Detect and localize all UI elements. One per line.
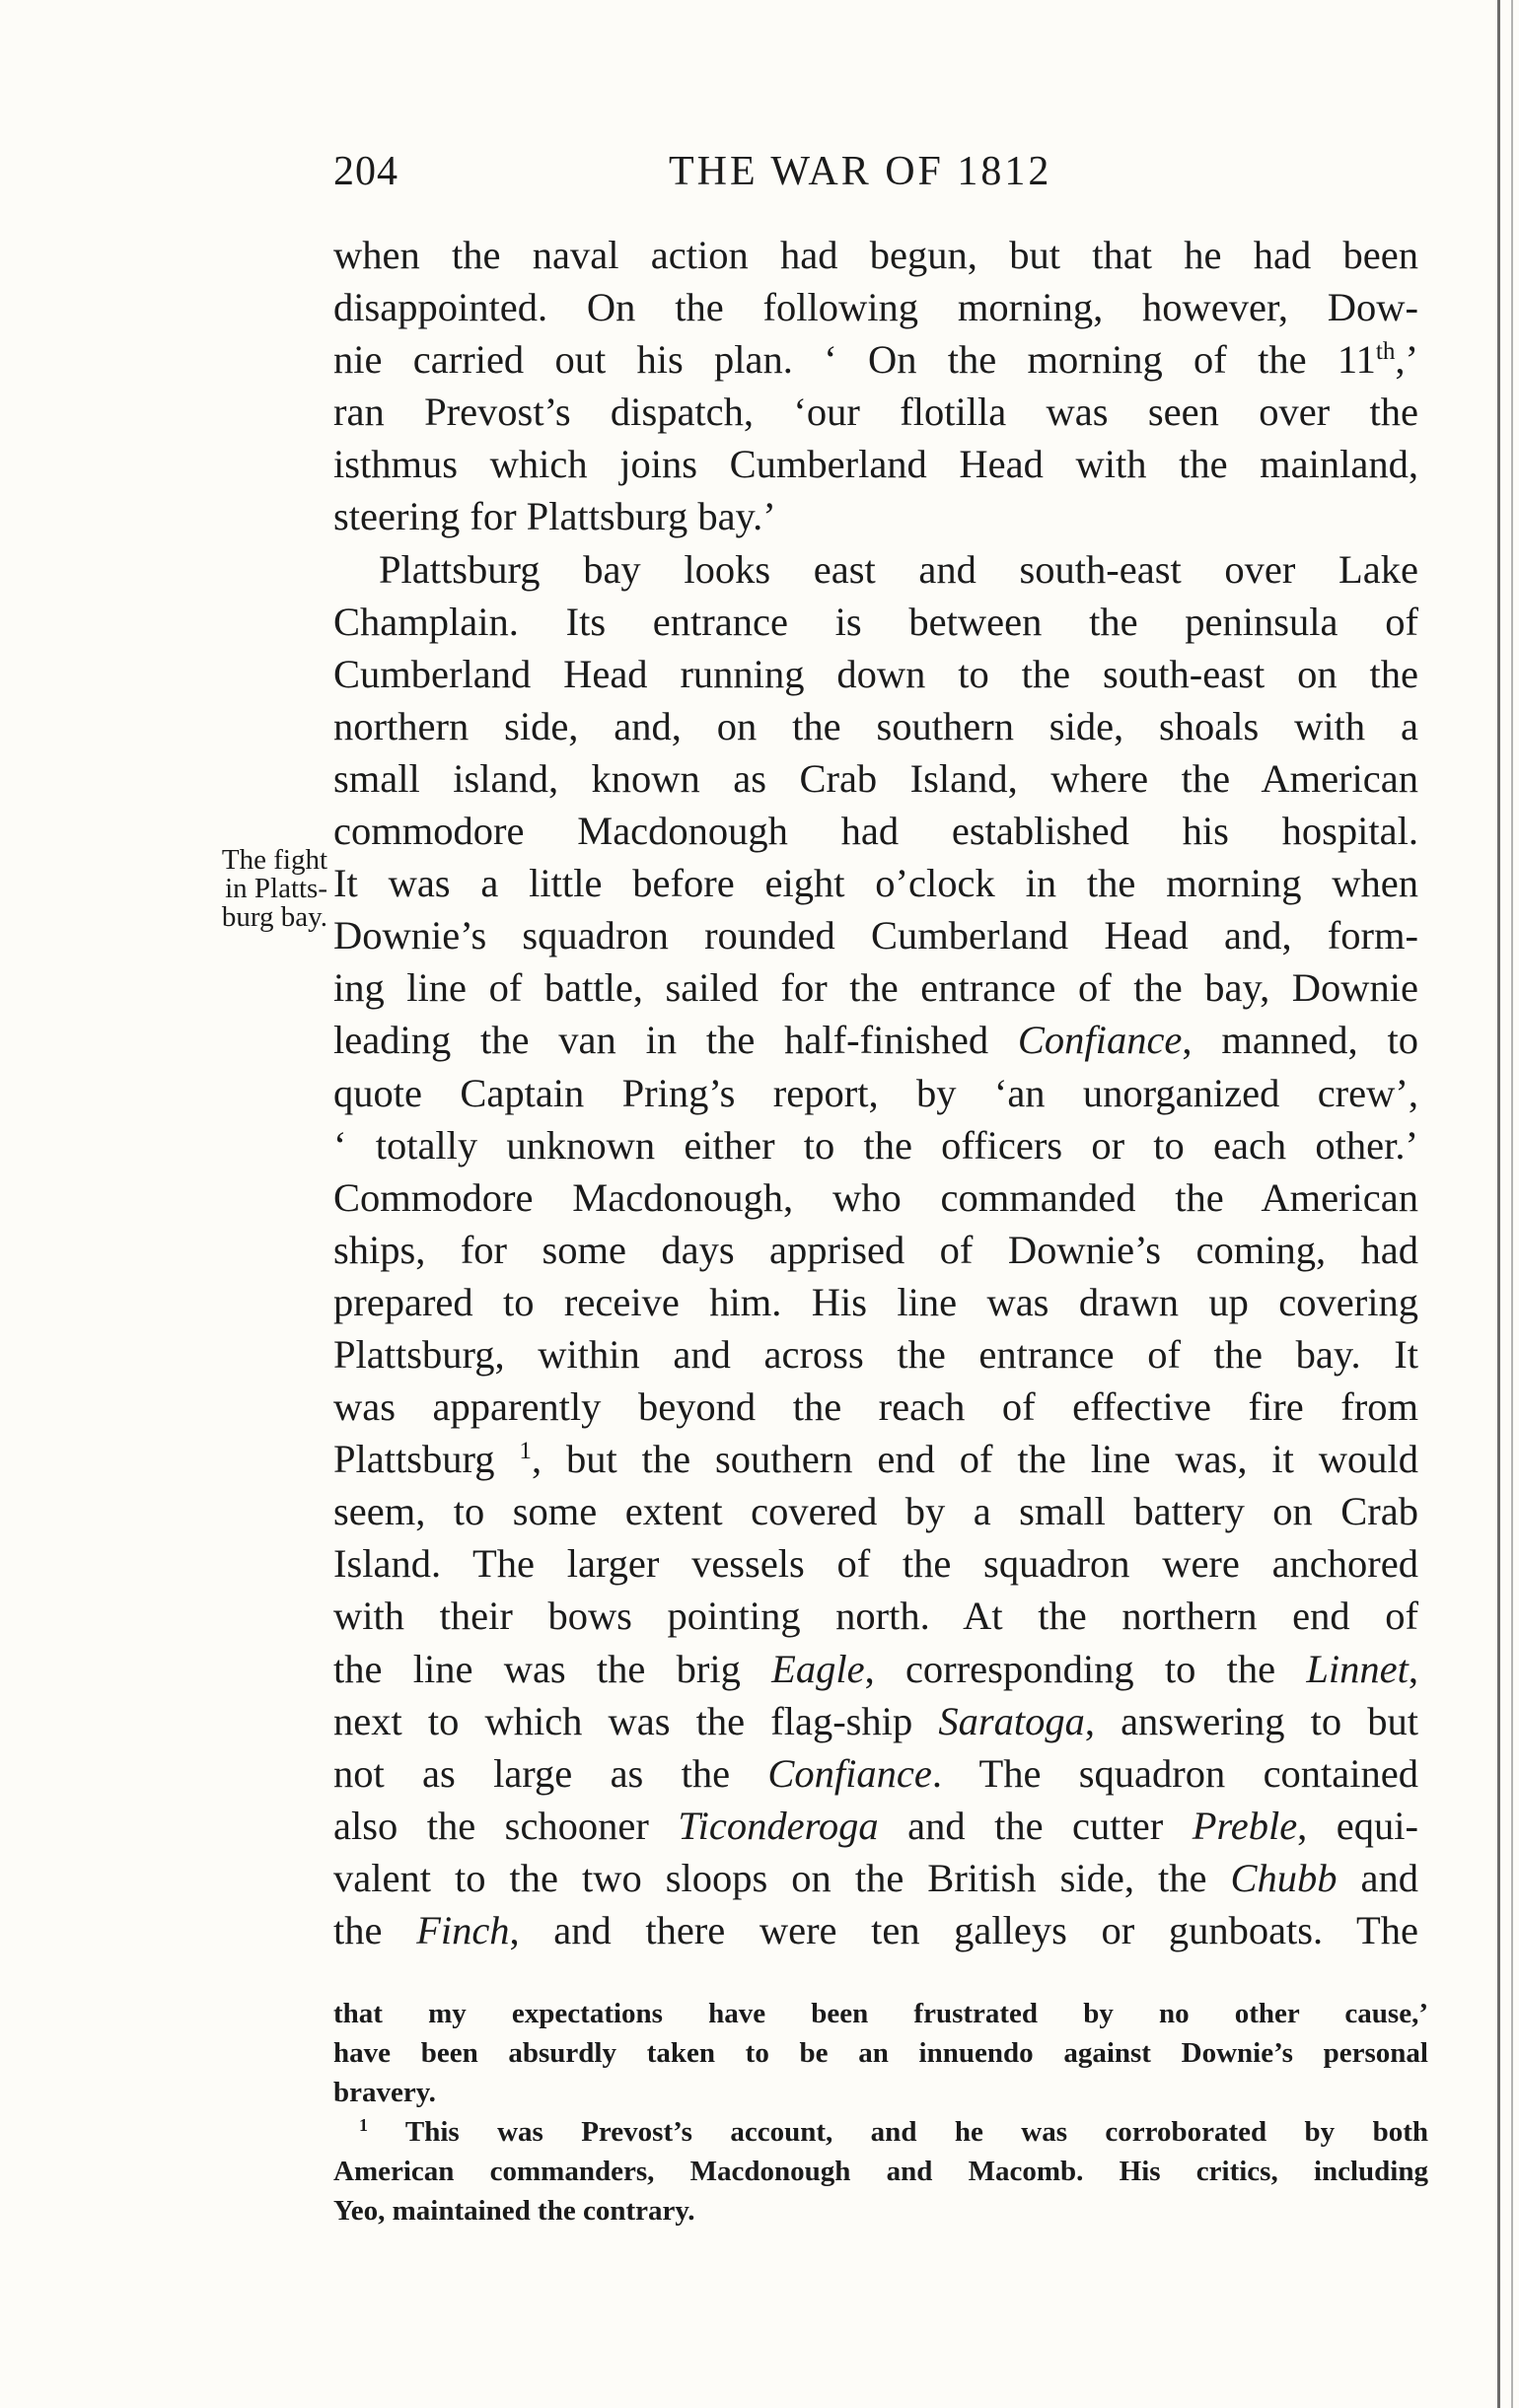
text-line: ing line of battle, sailed for the entrance of the bay, Downie (333, 965, 1418, 1011)
text-line: small island, known as Crab Island, where the American (333, 755, 1418, 801)
text-line: leading the van in the half-finished Confiance, manned, to (333, 1018, 1418, 1063)
footnote-line: Yeo, maintained the contrary. (333, 2195, 695, 2227)
text-line: Plattsburg, within and across the entrance of the bay. It (333, 1331, 1418, 1377)
footnote-line: that my expectations have been frustrated by no other cause,’ (333, 1998, 1428, 2029)
footnote-line: $^1$ This was Prevost’s account, and he was corroborated by both (359, 2115, 1428, 2148)
text-line: valent to the two sloops on the British side, the Chubb and (333, 1855, 1418, 1900)
text-line: prepared to receive him. His line was drawn up covering (333, 1279, 1418, 1324)
footnote-line: bravery. (333, 2077, 436, 2108)
marginal-note-line: The fight (221, 844, 327, 876)
text-line: ‘ totally unknown either to the officers or to each other.’ (333, 1122, 1418, 1168)
text-line: disappointed. On the following morning, however, Dow- (333, 285, 1418, 330)
text-line: Downie’s squadron rounded Cumberland Head and, form- (333, 913, 1418, 958)
page-edge-shadow (1511, 0, 1513, 2408)
page-header (333, 148, 1438, 207)
text-line: isthmus which joins Cumberland Head with the mainland, (333, 442, 1418, 487)
text-line: steering for Plattsburg bay.’ (333, 494, 776, 539)
text-line: with their bows pointing north. At the northern end of (333, 1594, 1418, 1639)
text-line: northern side, and, on the southern side, shoals with a (333, 703, 1418, 748)
running-title: THE WAR OF 1812 (669, 149, 1052, 194)
footnote-line: have been absurdly taken to be an innuendo against Downie’s personal (333, 2037, 1428, 2069)
text-line: Plattsburg bay looks east and south-east over Lake (379, 546, 1418, 592)
text-line: Cumberland Head running down to the south-east on the (333, 651, 1418, 696)
page-number: 204 (333, 149, 398, 194)
text-line: Champlain. Its entrance is between the peninsula of (333, 599, 1418, 644)
text-line: ran Prevost’s dispatch, ‘our flotilla was seen over the (333, 390, 1418, 435)
body-text (333, 229, 1418, 1956)
text-line: not as large as the Confiance. The squadron contained (333, 1750, 1418, 1796)
page-edge-shadow (1497, 0, 1500, 2408)
text-line: quote Captain Pring’s report, by ‘an unorganized crew’, (333, 1070, 1418, 1115)
footnotes (333, 1994, 1428, 2231)
text-line: seem, to some extent covered by a small battery on Crab (333, 1489, 1418, 1534)
text-line: ships, for some days apprised of Downie’s coming, had (333, 1227, 1418, 1272)
text-line: the line was the brig Eagle, corresponding to the Linnet, (333, 1646, 1418, 1691)
footnote-line: American commanders, Macdonough and Macomb. His critics, including (333, 2156, 1428, 2187)
text-line: Plattsburg $^1$, but the southern end of the line was, it would (333, 1437, 1418, 1482)
text-line: when the naval action had begun, but that he had been (333, 233, 1418, 277)
text-line: also the schooner Ticonderoga and the cutter Preble, equi- (333, 1803, 1418, 1848)
marginal-note-line: burg bay. (221, 901, 327, 933)
text-line: Commodore Macdonough, who commanded the American (333, 1174, 1418, 1220)
text-line: the Finch, and there were ten galleys or gunboats. The (333, 1908, 1418, 1952)
marginal-note-line: in Platts- (225, 873, 327, 904)
text-line: next to which was the flag-ship Saratoga, answering to but (333, 1698, 1418, 1743)
marginal-note (160, 846, 327, 932)
text-line: Island. The larger vessels of the squadron were anchored (333, 1541, 1418, 1587)
text-line: It was a little before eight o’clock in the morning when (333, 861, 1418, 906)
text-line: commodore Macdonough had established his hospital. (333, 809, 1418, 854)
text-line: was apparently beyond the reach of effective fire from (333, 1384, 1418, 1430)
text-line: nie carried out his plan. ‘ On the morning of the 11th,’ (333, 337, 1418, 383)
